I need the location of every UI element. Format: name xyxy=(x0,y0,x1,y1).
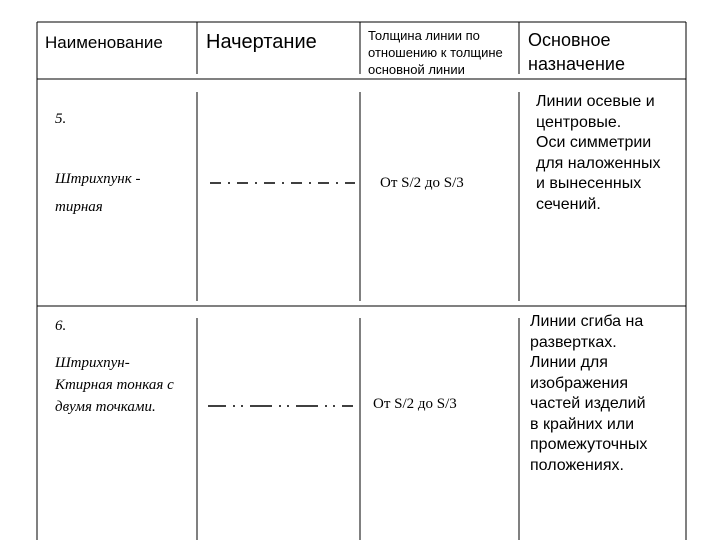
dash-double-dot-line-sample xyxy=(206,401,356,411)
row5-purpose xyxy=(536,92,661,215)
row6-purpose-line: Линии сгиба на xyxy=(530,313,644,330)
row5-purpose-line: Оси симметрии xyxy=(536,134,652,151)
row5-name xyxy=(55,168,141,218)
row6-name-line2: Ктирная тонкая с xyxy=(55,377,174,393)
row6-name-line3: двумя точками. xyxy=(55,399,156,415)
header-purpose-line1: Основное xyxy=(528,30,611,50)
row6-purpose-line: развертках. xyxy=(530,333,617,351)
row5-name-line2: тирная xyxy=(55,199,103,215)
row5-purpose-line: сечений. xyxy=(536,195,601,213)
row6-name xyxy=(55,352,174,418)
row6-number: 6. xyxy=(55,318,67,334)
row6-purpose-line: частей изделий xyxy=(530,395,646,412)
row6-purpose-line: промежуточных xyxy=(530,436,648,453)
row5-number: 5. xyxy=(55,111,67,127)
row5-purpose-line: центровые. xyxy=(536,113,622,131)
row6-purpose-line: Линии для xyxy=(530,354,608,371)
row6-purpose-line: изображения xyxy=(530,374,628,392)
row6-purpose-line: положениях. xyxy=(530,456,624,474)
row6-purpose xyxy=(530,312,647,476)
header-name: Наименование xyxy=(45,33,163,52)
row5-purpose-line: для наложенных xyxy=(536,154,661,172)
row5-thickness: От S/2 до S/3 xyxy=(380,175,464,191)
header-purpose xyxy=(528,28,625,76)
header-style: Начертание xyxy=(206,31,317,53)
header-purpose-line2: назначение xyxy=(528,54,625,74)
row6-purpose-line: в крайних или xyxy=(530,415,635,433)
dash-dot-line-sample xyxy=(208,178,358,188)
row6-thickness: От S/2 до S/3 xyxy=(373,396,457,412)
row5-name-line1: Штрихпунк - xyxy=(55,171,141,187)
row5-purpose-line: Линии осевые и xyxy=(536,93,655,110)
header-thickness: Толщина линии по отношению к толщине основной линии xyxy=(368,28,503,77)
row5-purpose-line: и вынесенных xyxy=(536,175,642,192)
row6-name-line1: Штрихпун- xyxy=(55,355,130,371)
